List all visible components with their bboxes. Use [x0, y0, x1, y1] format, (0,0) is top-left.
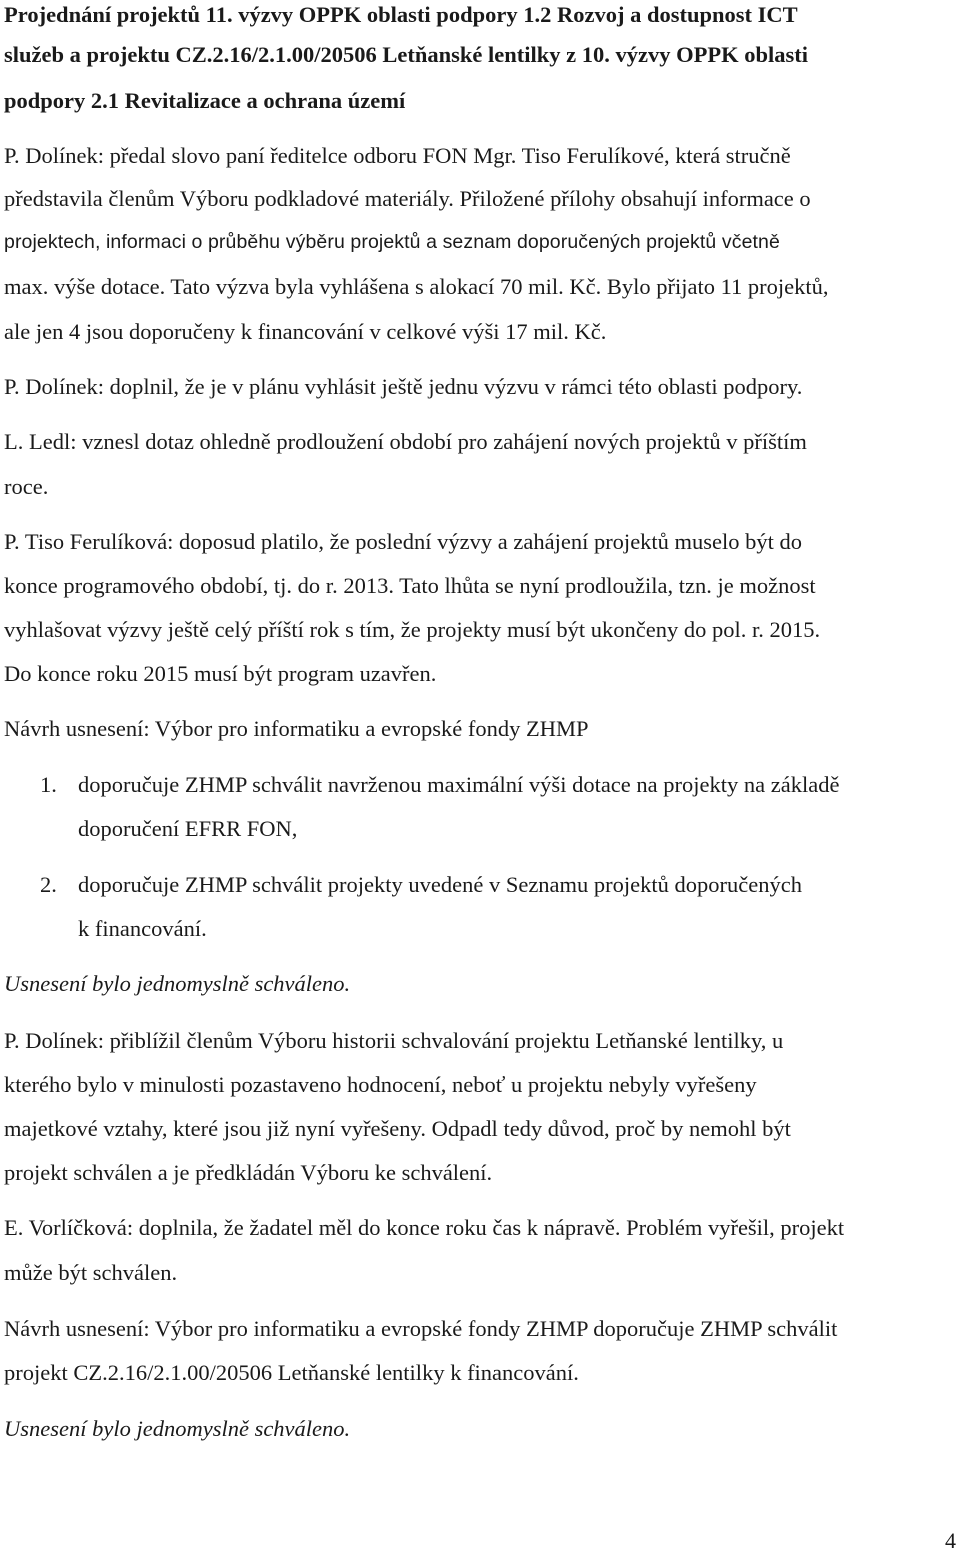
proposal-2-line-1: Návrh usnesení: Výbor pro informatiku a evropské fondy ZHMP doporučuje ZHMP schválit — [4, 1316, 838, 1341]
paragraph-5-line-3: majetkové vztahy, které jsou již nyní vyřešeny. Odpadl tedy důvod, proč by nemohl být — [4, 1116, 791, 1141]
paragraph-6-line-1: E. Vorlíčková: doplnila, že žadatel měl do konce roku čas k nápravě. Problém vyřešil, projekt — [4, 1215, 845, 1240]
paragraph-5-line-4: projekt schválen a je předkládán Výboru ke schválení. — [4, 1160, 493, 1185]
section-heading-line-3: podpory 2.1 Revitalizace a ochrana území — [4, 88, 406, 113]
paragraph-1-line-4: max. výše dotace. Tato výzva byla vyhlášena s alokací 70 mil. Kč. Bylo přijato 11 projektů, — [4, 274, 829, 299]
paragraph-3-line-1: L. Ledl: vznesl dotaz ohledně prodloužení období pro zahájení nových projektů v příštím — [4, 429, 807, 454]
paragraph-6-line-2: může být schválen. — [4, 1260, 178, 1285]
paragraph-1-line-2: představila členům Výboru podkladové materiály. Přiložené přílohy obsahují informace o — [4, 186, 811, 211]
proposal-1-result: Usnesení bylo jednomyslně schváleno. — [4, 971, 351, 996]
list-item-1-line-2: doporučení EFRR FON, — [78, 816, 298, 841]
list-item-2-line-1: doporučuje ZHMP schválit projekty uvedené v Seznamu projektů doporučených — [78, 872, 802, 897]
paragraph-3-line-2: roce. — [4, 474, 49, 499]
paragraph-2: P. Dolínek: doplnil, že je v plánu vyhlásit ještě jednu výzvu v rámci této oblasti podpory. — [4, 374, 803, 399]
paragraph-4-line-2: konce programového období, tj. do r. 2013. Tato lhůta se nyní prodloužila, tzn. je možnost — [4, 573, 816, 598]
section-heading-line-1: Projednání projektů 11. výzvy OPPK oblasti podpory 1.2 Rozvoj a dostupnost ICT — [4, 2, 798, 27]
list-item-number: 1. — [40, 772, 57, 797]
list-item-2-line-2: k financování. — [78, 916, 207, 941]
page-number: 4 — [945, 1528, 956, 1553]
paragraph-4-line-4: Do konce roku 2015 musí být program uzavřen. — [4, 661, 437, 686]
paragraph-5-line-1: P. Dolínek: přiblížil členům Výboru historii schvalování projektu Letňanské lentilky, u — [4, 1028, 784, 1053]
proposal-2-line-2: projekt CZ.2.16/2.1.00/20506 Letňanské lentilky k financování. — [4, 1360, 579, 1385]
list-item-1-line-1: doporučuje ZHMP schválit navrženou maximální výši dotace na projekty na základě — [78, 772, 840, 797]
paragraph-5-line-2: kterého bylo v minulosti pozastaveno hodnocení, neboť u projektu nebyly vyřešeny — [4, 1072, 757, 1097]
paragraph-1-line-1: P. Dolínek: předal slovo paní ředitelce odboru FON Mgr. Tiso Ferulíkové, která stručně — [4, 143, 791, 168]
section-heading-line-2: služeb a projektu CZ.2.16/2.1.00/20506 Letňanské lentilky z 10. výzvy OPPK oblasti — [4, 42, 808, 67]
proposal-1-intro: Návrh usnesení: Výbor pro informatiku a evropské fondy ZHMP — [4, 716, 589, 741]
paragraph-4-line-3: vyhlašovat výzvy ještě celý příští rok s tím, že projekty musí být ukončeny do pol. r. 2015. — [4, 617, 821, 642]
paragraph-4-line-1: P. Tiso Ferulíková: doposud platilo, že poslední výzvy a zahájení projektů muselo být do — [4, 529, 803, 554]
list-item-number: 2. — [40, 872, 57, 897]
paragraph-1-line-5: ale jen 4 jsou doporučeny k financování v celkové výši 17 mil. Kč. — [4, 319, 607, 344]
proposal-2-result: Usnesení bylo jednomyslně schváleno. — [4, 1416, 351, 1441]
paragraph-1-line-3: projektech, informaci o průběhu výběru projektů a seznam doporučených projektů včetně — [4, 231, 780, 253]
